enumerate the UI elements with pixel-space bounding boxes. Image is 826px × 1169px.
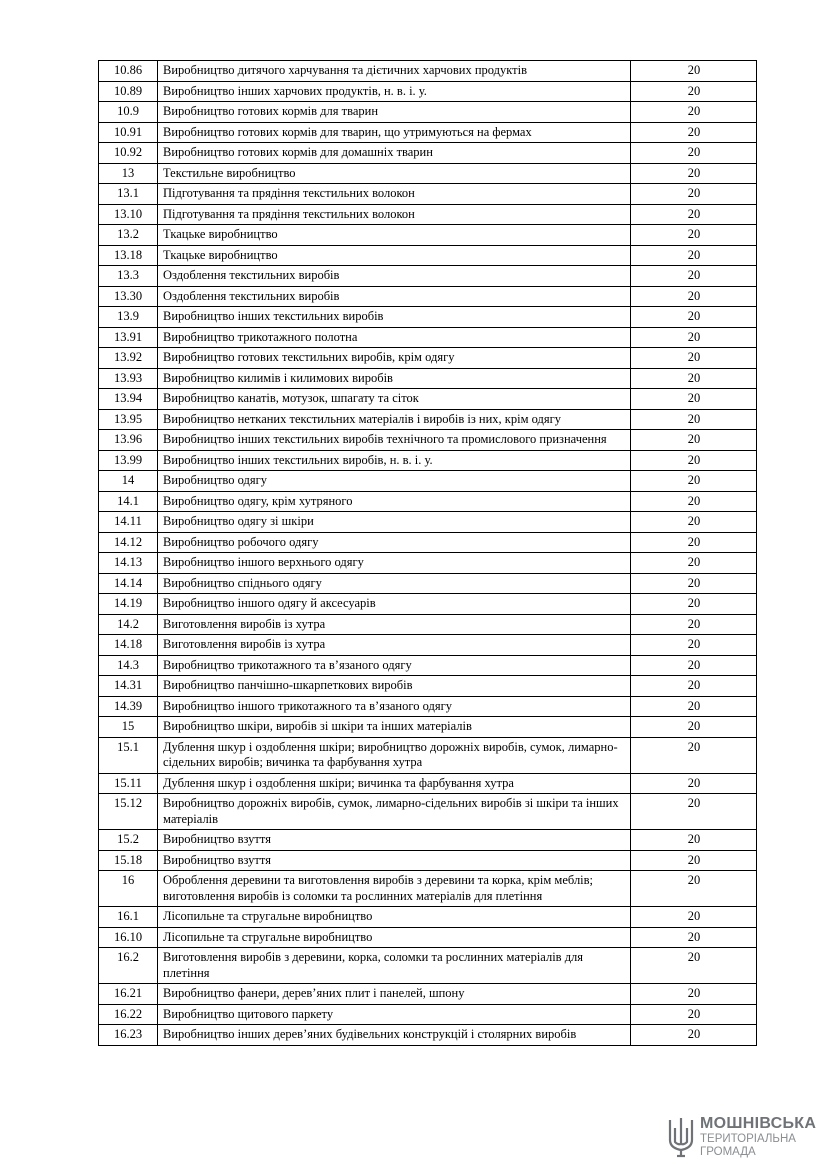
code-cell: 16.21 bbox=[99, 984, 158, 1005]
table-row bbox=[99, 573, 757, 594]
activity-name-cell: Дублення шкур і оздоблення шкіри; вичинка та фарбування хутра bbox=[158, 773, 631, 794]
activity-name-cell: Виготовлення виробів з деревини, корка, соломки та рослинних матеріалів для плетіння bbox=[158, 948, 631, 984]
table-row bbox=[99, 614, 757, 635]
code-cell: 13.3 bbox=[99, 266, 158, 287]
activity-name-cell: Виробництво одягу зі шкіри bbox=[158, 512, 631, 533]
table-row bbox=[99, 266, 757, 287]
table-row bbox=[99, 225, 757, 246]
rate-cell: 20 bbox=[631, 245, 757, 266]
code-cell: 14.3 bbox=[99, 655, 158, 676]
code-cell: 15.12 bbox=[99, 794, 158, 830]
logo-title: МОШНІВСЬКА bbox=[700, 1115, 817, 1132]
table-row bbox=[99, 204, 757, 225]
code-cell: 10.9 bbox=[99, 102, 158, 123]
rate-cell: 20 bbox=[631, 327, 757, 348]
activity-name-cell: Ткацьке виробництво bbox=[158, 225, 631, 246]
code-cell: 14.31 bbox=[99, 676, 158, 697]
table-row bbox=[99, 245, 757, 266]
code-cell: 10.89 bbox=[99, 81, 158, 102]
code-cell: 13.92 bbox=[99, 348, 158, 369]
code-cell: 15 bbox=[99, 717, 158, 738]
activity-name-cell: Виготовлення виробів із хутра bbox=[158, 614, 631, 635]
activity-name-cell: Виробництво трикотажного полотна bbox=[158, 327, 631, 348]
activity-name-cell: Виробництво нетканих текстильних матеріалів і виробів із них, крім одягу bbox=[158, 409, 631, 430]
activity-name-cell: Виробництво спіднього одягу bbox=[158, 573, 631, 594]
rate-cell: 20 bbox=[631, 984, 757, 1005]
table-row bbox=[99, 655, 757, 676]
code-cell: 14.13 bbox=[99, 553, 158, 574]
rate-cell: 20 bbox=[631, 773, 757, 794]
code-cell: 15.2 bbox=[99, 830, 158, 851]
trident-icon bbox=[666, 1114, 696, 1160]
activity-name-cell: Підготування та прядіння текстильних волокон bbox=[158, 184, 631, 205]
rate-cell: 20 bbox=[631, 348, 757, 369]
code-cell: 13.94 bbox=[99, 389, 158, 410]
code-cell: 13.18 bbox=[99, 245, 158, 266]
table-row bbox=[99, 307, 757, 328]
code-cell: 14 bbox=[99, 471, 158, 492]
code-cell: 13.93 bbox=[99, 368, 158, 389]
rate-cell: 20 bbox=[631, 81, 757, 102]
rate-cell: 20 bbox=[631, 61, 757, 82]
table-row bbox=[99, 532, 757, 553]
table-row bbox=[99, 450, 757, 471]
activity-name-cell: Лісопильне та стругальне виробництво bbox=[158, 907, 631, 928]
rate-cell: 20 bbox=[631, 368, 757, 389]
rate-cell: 20 bbox=[631, 1025, 757, 1046]
activity-name-cell: Виробництво іншого одягу й аксесуарів bbox=[158, 594, 631, 615]
code-cell: 14.14 bbox=[99, 573, 158, 594]
code-cell: 13.9 bbox=[99, 307, 158, 328]
rate-cell: 20 bbox=[631, 948, 757, 984]
activity-name-cell: Виробництво одягу, крім хутряного bbox=[158, 491, 631, 512]
code-cell: 13.30 bbox=[99, 286, 158, 307]
logo-subtitle-1: ТЕРИТОРІАЛЬНА bbox=[700, 1133, 796, 1145]
activity-name-cell: Виробництво готових кормів для тварин, що утримуються на фермах bbox=[158, 122, 631, 143]
code-cell: 14.2 bbox=[99, 614, 158, 635]
code-cell: 15.18 bbox=[99, 850, 158, 871]
activity-name-cell: Виробництво інших текстильних виробів bbox=[158, 307, 631, 328]
table-row bbox=[99, 948, 757, 984]
activity-name-cell: Виробництво дитячого харчування та дієтичних харчових продуктів bbox=[158, 61, 631, 82]
table-row bbox=[99, 594, 757, 615]
rate-cell: 20 bbox=[631, 830, 757, 851]
activity-name-cell: Виробництво панчішно-шкарпеткових виробів bbox=[158, 676, 631, 697]
code-cell: 16.1 bbox=[99, 907, 158, 928]
activity-name-cell: Виробництво трикотажного та в’язаного одягу bbox=[158, 655, 631, 676]
logo-subtitle-2: ГРОМАДА bbox=[700, 1146, 756, 1158]
rate-cell: 20 bbox=[631, 1004, 757, 1025]
activity-name-cell: Виробництво готових текстильних виробів, крім одягу bbox=[158, 348, 631, 369]
code-cell: 15.1 bbox=[99, 737, 158, 773]
rate-cell: 20 bbox=[631, 614, 757, 635]
community-logo bbox=[666, 1114, 816, 1164]
activity-name-cell: Виробництво одягу bbox=[158, 471, 631, 492]
rate-cell: 20 bbox=[631, 143, 757, 164]
activity-name-cell: Лісопильне та стругальне виробництво bbox=[158, 927, 631, 948]
code-cell: 14.11 bbox=[99, 512, 158, 533]
code-cell: 16.23 bbox=[99, 1025, 158, 1046]
rate-cell: 20 bbox=[631, 450, 757, 471]
table-row bbox=[99, 927, 757, 948]
code-cell: 13.96 bbox=[99, 430, 158, 451]
rate-cell: 20 bbox=[631, 491, 757, 512]
rate-cell: 20 bbox=[631, 635, 757, 656]
table-row bbox=[99, 907, 757, 928]
code-cell: 14.12 bbox=[99, 532, 158, 553]
rate-cell: 20 bbox=[631, 594, 757, 615]
code-cell: 13.10 bbox=[99, 204, 158, 225]
code-cell: 13 bbox=[99, 163, 158, 184]
rate-cell: 20 bbox=[631, 717, 757, 738]
table-row bbox=[99, 122, 757, 143]
table-row bbox=[99, 102, 757, 123]
rate-cell: 20 bbox=[631, 907, 757, 928]
activity-name-cell: Виробництво щитового паркету bbox=[158, 1004, 631, 1025]
table-row bbox=[99, 1004, 757, 1025]
code-cell: 10.92 bbox=[99, 143, 158, 164]
code-cell: 13.95 bbox=[99, 409, 158, 430]
table-row bbox=[99, 717, 757, 738]
rate-cell: 20 bbox=[631, 512, 757, 533]
activity-name-cell: Виробництво інших дерев’яних будівельних конструкцій і столярних виробів bbox=[158, 1025, 631, 1046]
table-row bbox=[99, 635, 757, 656]
rate-cell: 20 bbox=[631, 696, 757, 717]
table-row bbox=[99, 850, 757, 871]
code-cell: 10.91 bbox=[99, 122, 158, 143]
table-row bbox=[99, 471, 757, 492]
code-cell: 15.11 bbox=[99, 773, 158, 794]
rate-cell: 20 bbox=[631, 122, 757, 143]
code-cell: 14.19 bbox=[99, 594, 158, 615]
rate-cell: 20 bbox=[631, 286, 757, 307]
code-cell: 13.99 bbox=[99, 450, 158, 471]
table-row bbox=[99, 430, 757, 451]
code-cell: 16.10 bbox=[99, 927, 158, 948]
rate-cell: 20 bbox=[631, 430, 757, 451]
rate-cell: 20 bbox=[631, 737, 757, 773]
activity-name-cell: Дублення шкур і оздоблення шкіри; виробництво дорожніх виробів, сумок, лимарно-сідельних виробів; вичинка та фарбування хутра bbox=[158, 737, 631, 773]
activity-name-cell: Виробництво інших харчових продуктів, н. в. і. у. bbox=[158, 81, 631, 102]
table-row bbox=[99, 143, 757, 164]
code-cell: 13.91 bbox=[99, 327, 158, 348]
code-cell: 16.2 bbox=[99, 948, 158, 984]
rate-cell: 20 bbox=[631, 266, 757, 287]
table-row bbox=[99, 512, 757, 533]
table-row bbox=[99, 163, 757, 184]
activity-name-cell: Оброблення деревини та виготовлення виробів з деревини та корка, крім меблів; виготовлення виробів із соломки та рослинних матеріалів для плетіння bbox=[158, 871, 631, 907]
rate-cell: 20 bbox=[631, 871, 757, 907]
activity-name-cell: Виробництво інших текстильних виробів, н. в. і. у. bbox=[158, 450, 631, 471]
rate-cell: 20 bbox=[631, 163, 757, 184]
table-row bbox=[99, 773, 757, 794]
rate-cell: 20 bbox=[631, 573, 757, 594]
rate-cell: 20 bbox=[631, 532, 757, 553]
table-row bbox=[99, 830, 757, 851]
activity-name-cell: Виробництво шкіри, виробів зі шкіри та інших матеріалів bbox=[158, 717, 631, 738]
code-cell: 16 bbox=[99, 871, 158, 907]
activity-name-cell: Підготування та прядіння текстильних волокон bbox=[158, 204, 631, 225]
code-cell: 13.2 bbox=[99, 225, 158, 246]
code-cell: 14.1 bbox=[99, 491, 158, 512]
table-row bbox=[99, 984, 757, 1005]
activity-name-cell: Виробництво взуття bbox=[158, 830, 631, 851]
activity-name-cell: Виробництво інших текстильних виробів технічного та промислового призначення bbox=[158, 430, 631, 451]
code-cell: 13.1 bbox=[99, 184, 158, 205]
table-row bbox=[99, 61, 757, 82]
table-row bbox=[99, 348, 757, 369]
table-row bbox=[99, 1025, 757, 1046]
table-row bbox=[99, 871, 757, 907]
rate-cell: 20 bbox=[631, 927, 757, 948]
activity-name-cell: Виробництво канатів, мотузок, шпагату та сіток bbox=[158, 389, 631, 410]
table-row bbox=[99, 491, 757, 512]
code-cell: 16.22 bbox=[99, 1004, 158, 1025]
activity-name-cell: Виготовлення виробів із хутра bbox=[158, 635, 631, 656]
activity-name-cell: Текстильне виробництво bbox=[158, 163, 631, 184]
activity-name-cell: Виробництво іншого верхнього одягу bbox=[158, 553, 631, 574]
activity-name-cell: Ткацьке виробництво bbox=[158, 245, 631, 266]
activity-codes-table bbox=[98, 60, 757, 1046]
code-cell: 14.18 bbox=[99, 635, 158, 656]
rate-cell: 20 bbox=[631, 553, 757, 574]
table-row bbox=[99, 696, 757, 717]
table-row bbox=[99, 409, 757, 430]
rate-cell: 20 bbox=[631, 409, 757, 430]
activity-name-cell: Виробництво готових кормів для домашніх тварин bbox=[158, 143, 631, 164]
table-row bbox=[99, 81, 757, 102]
rate-cell: 20 bbox=[631, 184, 757, 205]
table-body bbox=[99, 61, 757, 1046]
rate-cell: 20 bbox=[631, 676, 757, 697]
table-row bbox=[99, 184, 757, 205]
activity-name-cell: Виробництво іншого трикотажного та в’язаного одягу bbox=[158, 696, 631, 717]
activity-name-cell: Виробництво робочого одягу bbox=[158, 532, 631, 553]
table-row bbox=[99, 327, 757, 348]
activity-name-cell: Виробництво дорожніх виробів, сумок, лимарно-сідельних виробів зі шкіри та інших матеріалів bbox=[158, 794, 631, 830]
activity-name-cell: Оздоблення текстильних виробів bbox=[158, 286, 631, 307]
rate-cell: 20 bbox=[631, 655, 757, 676]
rate-cell: 20 bbox=[631, 307, 757, 328]
rate-cell: 20 bbox=[631, 102, 757, 123]
activity-name-cell: Виробництво взуття bbox=[158, 850, 631, 871]
table-row bbox=[99, 389, 757, 410]
rate-cell: 20 bbox=[631, 204, 757, 225]
activity-name-cell: Виробництво килимів і килимових виробів bbox=[158, 368, 631, 389]
rate-cell: 20 bbox=[631, 850, 757, 871]
table-row bbox=[99, 368, 757, 389]
table-row bbox=[99, 676, 757, 697]
table-row bbox=[99, 737, 757, 773]
activity-name-cell: Виробництво фанери, дерев’яних плит і панелей, шпону bbox=[158, 984, 631, 1005]
rate-cell: 20 bbox=[631, 225, 757, 246]
code-cell: 10.86 bbox=[99, 61, 158, 82]
code-cell: 14.39 bbox=[99, 696, 158, 717]
table-row bbox=[99, 553, 757, 574]
rate-cell: 20 bbox=[631, 471, 757, 492]
table-row bbox=[99, 286, 757, 307]
activity-name-cell: Виробництво готових кормів для тварин bbox=[158, 102, 631, 123]
table-row bbox=[99, 794, 757, 830]
rate-cell: 20 bbox=[631, 389, 757, 410]
rate-cell: 20 bbox=[631, 794, 757, 830]
activity-name-cell: Оздоблення текстильних виробів bbox=[158, 266, 631, 287]
